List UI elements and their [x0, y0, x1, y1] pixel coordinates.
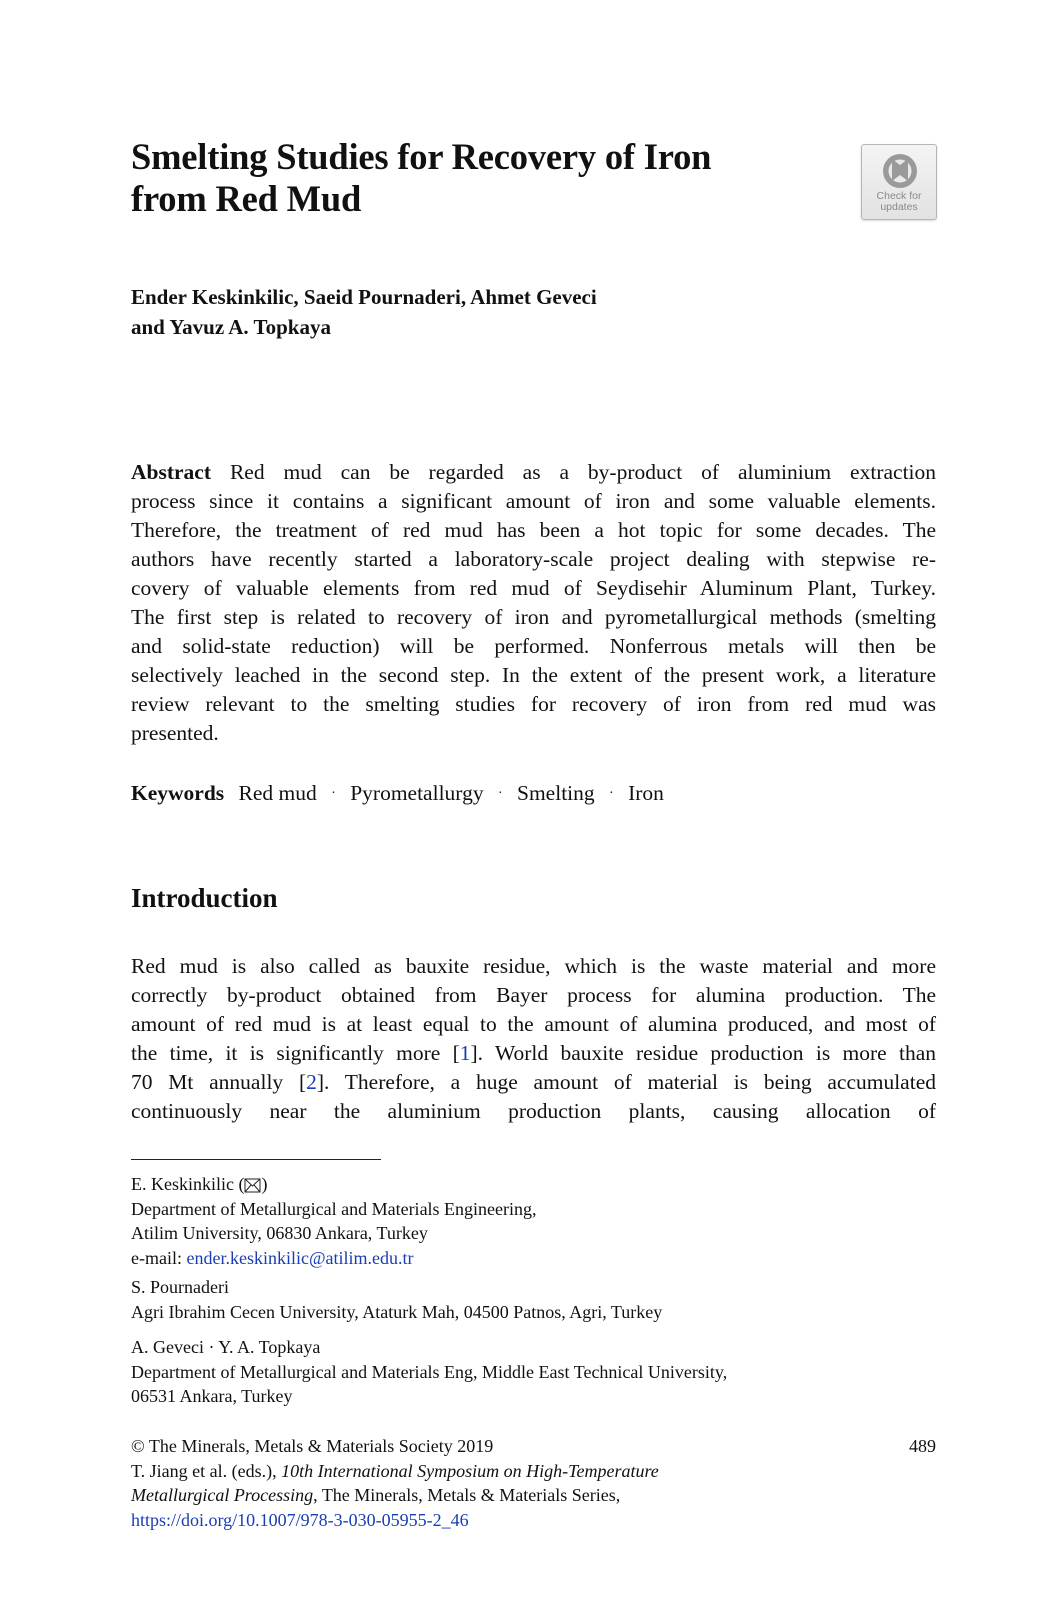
doi-link[interactable]: https://doi.org/10.1007/978-3-030-05955-2_46	[131, 1509, 469, 1530]
email-link[interactable]: ender.keskinkilic@atilim.edu.tr	[186, 1247, 414, 1268]
abstract-line: Therefore, the treatment of red mud has been a hot topic for some decades. The	[131, 518, 936, 542]
intro-text: ]. World bauxite residue production is more than	[470, 1041, 936, 1065]
section-heading: Introduction	[131, 883, 278, 913]
book-title: 10th International Symposium on High-Temperature	[281, 1460, 659, 1481]
citation-text: , The Minerals, Metals & Materials Series,	[313, 1485, 621, 1505]
affiliation-name	[131, 1172, 931, 1197]
keyword-item: Pyrometallurgy	[350, 781, 484, 805]
author-name-end: )	[261, 1174, 268, 1194]
intro-text: 70 Mt annually [	[131, 1070, 307, 1094]
copyright-line: © The Minerals, Metals & Materials Society 2019	[131, 1436, 494, 1456]
affiliation-line: Agri Ibrahim Cecen University, Ataturk Mah, 04500 Patnos, Agri, Turkey	[131, 1301, 663, 1322]
abstract-line: covery of valuable elements from red mud of Seydisehir Aluminum Plant, Turkey.	[131, 576, 936, 600]
author-line: Ender Keskinkilic, Saeid Pournaderi, Ahmet Geveci	[131, 285, 597, 309]
author-name: E. Keskinkilic (	[131, 1174, 245, 1194]
abstract-line: The first step is related to recovery of iron and pyrometallurgical methods (smelting	[131, 605, 936, 629]
abstract	[131, 458, 936, 748]
check-for-updates-button[interactable]	[861, 144, 937, 220]
footnote-divider	[131, 1159, 381, 1160]
abstract-line: and solid-state reduction) will be performed. Nonferrous metals will then be	[131, 634, 936, 658]
envelope-icon	[244, 1178, 261, 1193]
author-list	[131, 282, 597, 342]
abstract-text: Red mud can be regarded as a by-product of aluminium extraction	[229, 460, 937, 484]
paper-title	[131, 136, 811, 220]
keyword-separator: ·	[609, 786, 614, 801]
affiliation-email-line	[131, 1246, 931, 1271]
keyword-item: Iron	[628, 781, 664, 805]
title-line: Smelting Studies for Recovery of Iron	[131, 136, 712, 177]
keywords-label: Keywords	[131, 781, 225, 805]
intro-text: ]. Therefore, a huge amount of material is being accumulated	[316, 1070, 936, 1094]
affiliation-line: Department of Metallurgical and Materials Engineering,	[131, 1198, 537, 1219]
intro-line: continuously near the aluminium production plants, causing allocation of	[131, 1099, 936, 1123]
publication-footer	[131, 1434, 936, 1532]
page-number: 489	[909, 1436, 936, 1456]
intro-line: Red mud is also called as bauxite residue, which is the waste material and more	[131, 954, 936, 978]
abstract-line: presented.	[131, 721, 219, 745]
abstract-line: review relevant to the smelting studies for recovery of iron from red mud was	[131, 692, 936, 716]
abstract-line: authors have recently started a laboratory-scale project dealing with stepwise re-	[131, 547, 936, 571]
affiliation-line: Atilim University, 06830 Ankara, Turkey	[131, 1223, 428, 1243]
intro-line: correctly by-product obtained from Bayer process for alumina production. The	[131, 983, 936, 1007]
abstract-line: process since it contains a significant amount of iron and some valuable elements.	[131, 489, 936, 513]
book-title: Metallurgical Processing	[131, 1485, 314, 1505]
affiliation-name: S. Pournaderi	[131, 1277, 229, 1297]
check-for-updates-icon	[880, 151, 920, 191]
affiliation-name: A. Geveci · Y. A. Topkaya	[131, 1337, 321, 1357]
badge-line: updates	[880, 201, 918, 213]
keyword-separator: ·	[497, 786, 503, 801]
citation-link-2[interactable]: 2	[306, 1070, 317, 1094]
affiliation-line: 06531 Ankara, Turkey	[131, 1386, 293, 1406]
keywords	[131, 779, 664, 808]
affiliation-1	[131, 1172, 931, 1270]
abstract-label: Abstract	[131, 460, 212, 484]
affiliation-3	[131, 1335, 931, 1409]
abstract-line	[131, 458, 936, 487]
title-line: from Red Mud	[131, 178, 362, 219]
intro-line	[131, 1039, 936, 1068]
intro-text: the time, it is significantly more [	[131, 1041, 460, 1065]
intro-line	[131, 1068, 936, 1097]
keyword-item: Red mud	[238, 781, 317, 805]
keyword-separator: ·	[331, 786, 336, 801]
citation-text: T. Jiang et al. (eds.),	[131, 1460, 282, 1481]
citation-line	[131, 1459, 936, 1484]
citation-link-1[interactable]: 1	[459, 1041, 471, 1065]
email-label: e-mail:	[131, 1247, 187, 1268]
abstract-line: selectively leached in the second step. In the extent of the present work, a literature	[131, 663, 936, 687]
keyword-item: Smelting	[517, 781, 595, 805]
citation-line	[131, 1483, 936, 1508]
badge-label	[862, 191, 936, 213]
affiliation-2	[131, 1275, 931, 1324]
intro-paragraph	[131, 952, 936, 1126]
intro-line: amount of red mud is at least equal to the amount of alumina produced, and most of	[131, 1012, 936, 1036]
badge-line: Check for	[876, 190, 922, 202]
affiliation-line: Department of Metallurgical and Materials Eng, Middle East Technical University,	[131, 1361, 728, 1382]
author-line: and Yavuz A. Topkaya	[131, 315, 331, 339]
